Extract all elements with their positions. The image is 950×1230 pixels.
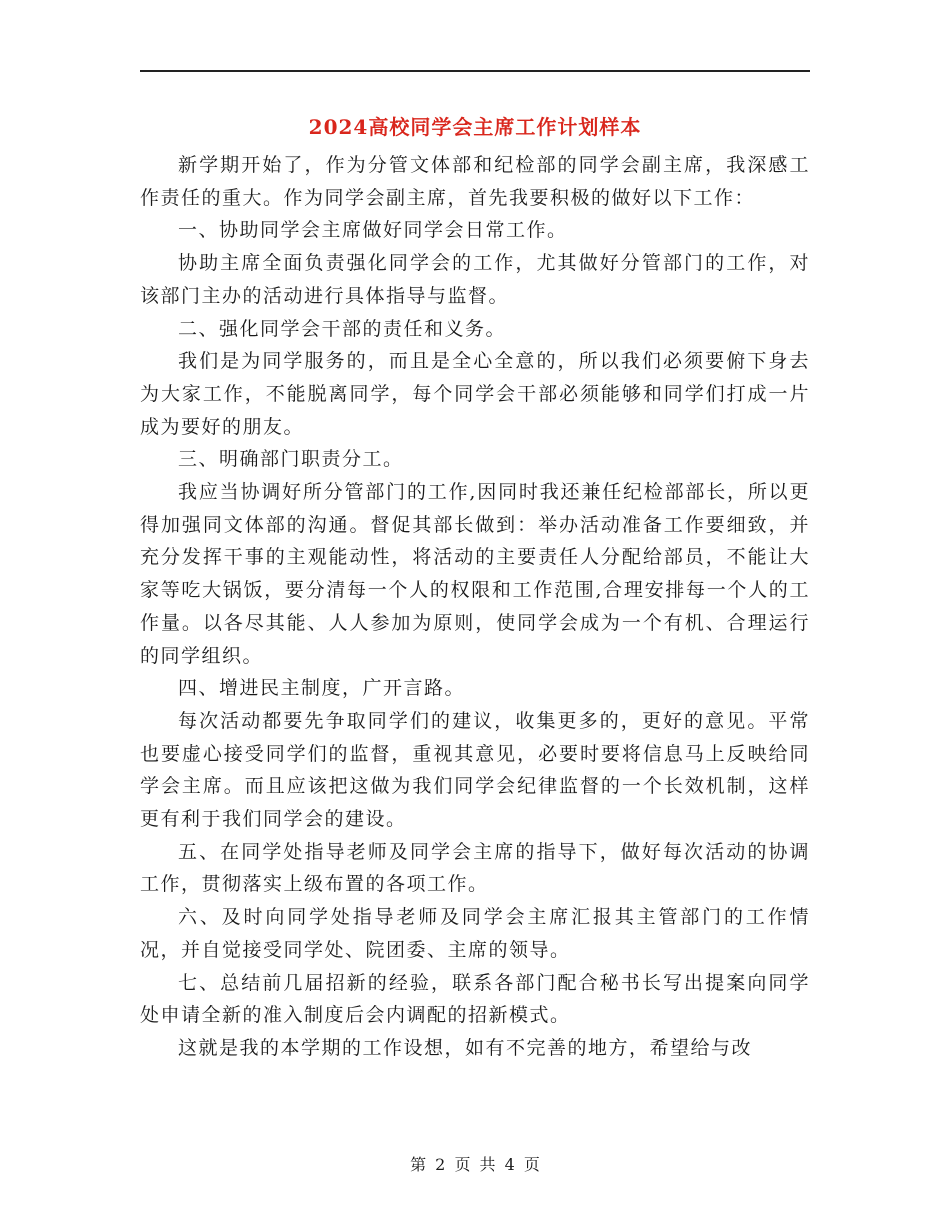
paragraph-item-5: 五、在同学处指导老师及同学会主席的指导下，做好每次活动的协调工作，贯彻落实上级布置的各项工作。: [140, 840, 810, 896]
paragraph-item-4: 每次活动都要先争取同学们的建议，收集更多的，更好的意见。平常也要虚心接受同学们的监督，重视其意见，必要时要将信息马上反映给同学会主席。而且应该把这做为我们同学会纪律监督的一个长效机制，这样更有利于我们同学会的建设。: [140, 709, 810, 831]
header-rule: [140, 70, 810, 72]
document-title: 2024高校同学会主席工作计划样本: [308, 115, 642, 139]
heading-item-1: 一、协助同学会主席做好同学会日常工作。: [178, 219, 568, 242]
paragraph-item-2: 我们是为同学服务的，而且是全心全意的，所以我们必须要俯下身去为大家工作，不能脱离同学，每个同学会干部必须能够和同学们打成一片成为要好的朋友。: [140, 350, 810, 438]
paragraph-item-7: 七、总结前几届招新的经验，联系各部门配合秘书长写出提案向同学处申请全新的准入制度后会内调配的招新模式。: [140, 971, 810, 1027]
heading-item-3: 三、明确部门职责分工。: [178, 448, 404, 471]
paragraph-intro: 新学期开始了，作为分管文体部和纪检部的同学会副主席，我深感工作责任的重大。作为同学会副主席，首先我要积极的做好以下工作：: [140, 154, 810, 209]
paragraph-closing: 这就是我的本学期的工作设想，如有不完善的地方，希望给与改: [178, 1036, 753, 1059]
document-body: [140, 149, 810, 1065]
page-footer: 第 2 页 共 4 页: [410, 1155, 540, 1174]
heading-item-2: 二、强化同学会干部的责任和义务。: [178, 317, 507, 340]
heading-item-4: 四、增进民主制度，广开言路。: [178, 677, 466, 700]
paragraph-item-1: 协助主席全面负责强化同学会的工作，尤其做好分管部门的工作，对该部门主办的活动进行具体指导与监督。: [140, 252, 810, 307]
paragraph-item-3: 我应当协调好所分管部门的工作,因同时我还兼任纪检部部长，所以更得加强同文体部的沟通。督促其部长做到：举办活动准备工作要细致，并充分发挥干事的主观能动性，将活动的主要责任人分配给部员，不能让大家等吃大锅饭，要分清每一个人的权限和工作范围,合理安排每一个人的工作量。以各尽其能、人人参加为原则，使同学会成为一个有机、合理运行的同学组织。: [140, 481, 810, 667]
paragraph-item-6: 六、及时向同学处指导老师及同学会主席汇报其主管部门的工作情况，并自觉接受同学处、院团委、主席的领导。: [140, 906, 810, 961]
